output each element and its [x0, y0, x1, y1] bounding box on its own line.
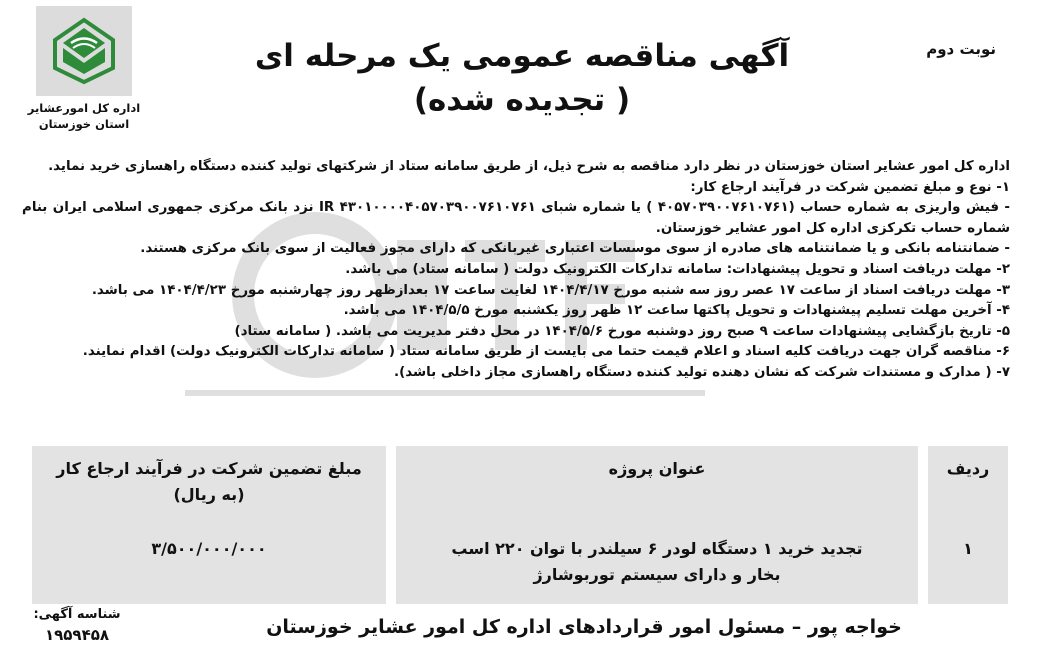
row-number-cell: ۱	[963, 539, 973, 558]
guarantee-amount-cell: ۳/۵۰۰/۰۰۰/۰۰۰	[151, 539, 267, 558]
project-title-column	[396, 446, 918, 604]
row-number-header: ردیف	[946, 459, 990, 478]
ad-id-label: شناسه آگهی:	[33, 607, 121, 622]
ad-identifier	[22, 605, 132, 645]
signature-line: خواجه پور – مسئول امور قراردادهای اداره کل امور عشایر خوزستان	[266, 616, 902, 638]
clause-6: ۶- مناقصه گران جهت دریافت کلیه اسناد و اعلام قیمت حتما می بایست از طریق سامانه ستاد ( سامانه تدارکات الکترونیک دولت) اقدام نمایند.	[82, 344, 1010, 360]
guarantee-amount-header: مبلغ تضمین شرکت در فرآیند ارجاع کار (به ریال)	[56, 459, 362, 504]
org-name-line2: استان خوزستان	[38, 117, 130, 131]
intro-paragraph: اداره کل امور عشایر استان خوزستان در نظر دارد مناقصه به شرح ذیل، از طریق سامانه ستاد از شرکتهای تولید کننده دستگاه راهسازی خرید نماید.	[48, 159, 1010, 174]
org-name-line1: اداره کل امورعشایر	[27, 101, 141, 115]
title-block	[220, 34, 824, 122]
row-number-column	[928, 446, 1008, 604]
project-title-cell: تجدید خرید ۱ دستگاه لودر ۶ سیلندر با توان ۲۲۰ اسب بخار و دارای سیستم توربوشارژ	[451, 539, 863, 584]
clause-1: ۱- نوع و مبلغ تضمین شرکت در فرآیند ارجاع کار:	[690, 179, 1010, 195]
round-label: نوبت دوم	[926, 40, 996, 58]
clause-1b: - ضمانتنامه بانکی و یا ضمانتنامه های صادره از سوی موسسات اعتباری غیربانکی که دارای مجوز فعالیت از سوی بانک مرکزی هستند.	[140, 241, 1010, 257]
organization-logo	[36, 6, 132, 96]
organization-name	[20, 100, 148, 132]
guarantee-amount-column	[32, 446, 386, 604]
page-title: آگهی مناقصه عمومی یک مرحله ای	[254, 38, 790, 74]
emblem-icon	[49, 16, 119, 86]
announcement-body	[22, 157, 1010, 384]
clause-1a: - فیش واریزی به شماره حساب (۴۰۵۷۰۳۹۰۰۷۶۱۰۷۶۱ ) یا شماره شبای ۴۳۰۱۰۰۰۰۴۰۵۷۰۳۹۰۰۷۶۱۰۷۶۱ IR نزد بانک مرکزی جمهوری اسلامی ایران بنام شماره حساب تکرکزی اداره کل امور عشایر خوزستان.	[22, 200, 1010, 236]
clause-3: ۳- مهلت دریافت اسناد از ساعت ۱۷ عصر روز سه شنبه مورخ ۱۴۰۴/۴/۱۷ لغایت ساعت ۱۷ بعدازظهر روز چهارشنبه مورخ ۱۴۰۴/۴/۲۳ می باشد.	[91, 282, 1010, 298]
clause-2: ۲- مهلت دریافت اسناد و تحویل پیشنهادات: سامانه تدارکات الکترونیک دولت ( سامانه ستاد) می باشد.	[345, 261, 1010, 277]
project-table	[32, 446, 1008, 604]
project-title-header: عنوان پروژه	[608, 459, 706, 478]
page-subtitle: ( تجدیده شده)	[413, 82, 631, 118]
clause-7: ۷- ( مدارک و مستندات شرکت که نشان دهنده تولید کننده دستگاه راهسازی مجاز داخلی باشد).	[394, 364, 1010, 380]
ad-id-value: ۱۹۵۹۴۵۸	[44, 626, 110, 644]
clause-4: ۴- آخرین مهلت تسلیم پیشنهادات و تحویل پاکتها ساعت ۱۲ ظهر روز یکشنبه مورخ ۱۴۰۴/۵/۵ می باشد.	[343, 303, 1010, 319]
clause-5: ۵- تاریخ بازگشایی پیشنهادات ساعت ۹ صبح روز دوشنبه مورخ ۱۴۰۴/۵/۶ در محل دفتر مدیریت می باشد. ( سامانه ستاد)	[234, 323, 1010, 339]
